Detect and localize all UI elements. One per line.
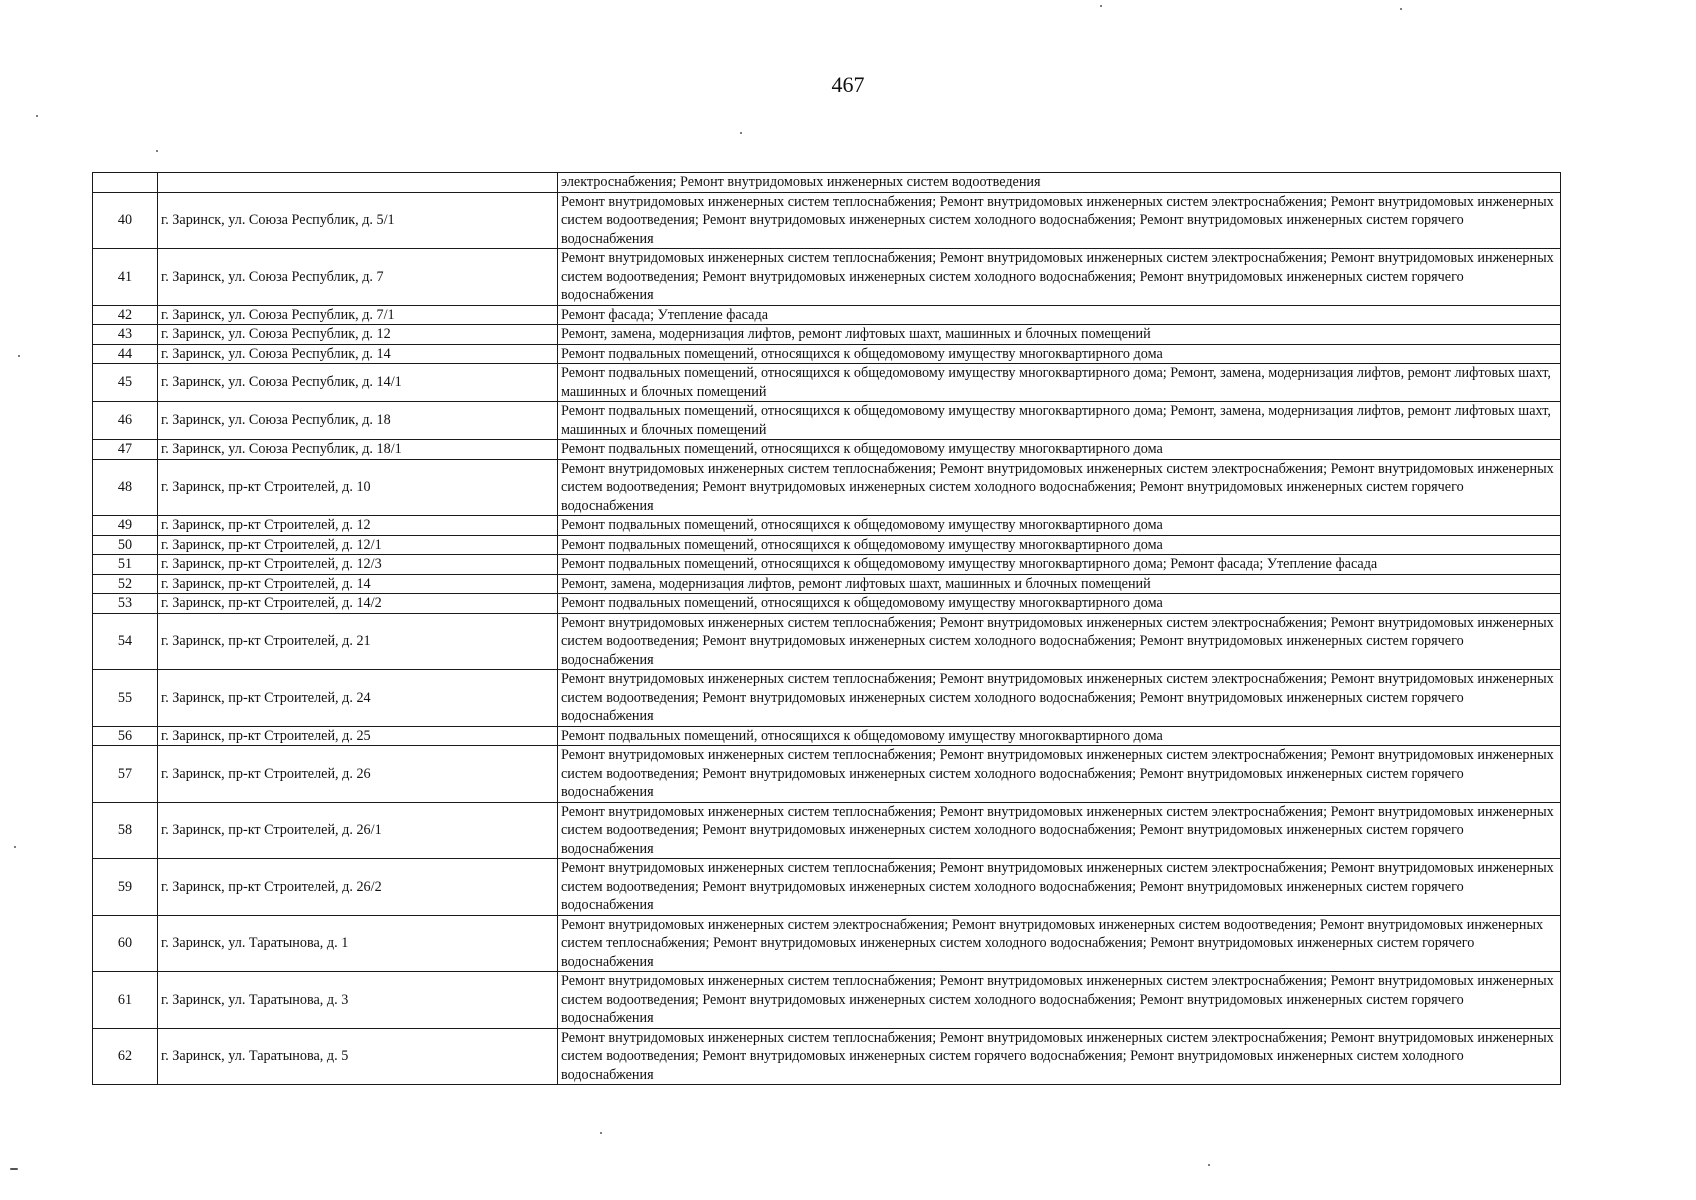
works-cell: Ремонт подвальных помещений, относящихся к общедомовому имуществу многоквартирного дома xyxy=(558,344,1561,364)
row-number-cell: 55 xyxy=(93,670,158,727)
works-cell: Ремонт внутридомовых инженерных систем теплоснабжения; Ремонт внутридомовых инженерных систем электроснабжения; Ремонт внутридомовых инженерных систем водоотведения; Ремонт внутридомовых инженерных систем холодного водоснабжения; Ремонт внутридомовых инженерных систем горячего водоснабжения xyxy=(558,249,1561,306)
row-number-cell: 45 xyxy=(93,364,158,402)
scan-speck xyxy=(156,150,158,152)
address-cell: г. Заринск, ул. Союза Республик, д. 18/1 xyxy=(158,440,558,460)
row-number-cell: 51 xyxy=(93,555,158,575)
table-row xyxy=(93,802,1561,859)
table-row xyxy=(93,574,1561,594)
works-cell: Ремонт фасада; Утепление фасада xyxy=(558,305,1561,325)
works-cell: электроснабжения; Ремонт внутридомовых инженерных систем водоотведения xyxy=(558,173,1561,193)
works-cell: Ремонт внутридомовых инженерных систем теплоснабжения; Ремонт внутридомовых инженерных систем электроснабжения; Ремонт внутридомовых инженерных систем водоотведения; Ремонт внутридомовых инженерных систем холодного водоснабжения; Ремонт внутридомовых инженерных систем горячего водоснабжения xyxy=(558,613,1561,670)
works-cell: Ремонт внутридомовых инженерных систем теплоснабжения; Ремонт внутридомовых инженерных систем электроснабжения; Ремонт внутридомовых инженерных систем водоотведения; Ремонт внутридомовых инженерных систем холодного водоснабжения; Ремонт внутридомовых инженерных систем горячего водоснабжения xyxy=(558,972,1561,1029)
row-number-cell: 48 xyxy=(93,459,158,516)
table-row xyxy=(93,1028,1561,1085)
table-row xyxy=(93,364,1561,402)
row-number-cell: 62 xyxy=(93,1028,158,1085)
works-cell: Ремонт внутридомовых инженерных систем электроснабжения; Ремонт внутридомовых инженерных систем водоотведения; Ремонт внутридомовых инженерных систем теплоснабжения; Ремонт внутридомовых инженерных систем холодного водоснабжения; Ремонт внутридомовых инженерных систем горячего водоснабжения xyxy=(558,915,1561,972)
works-cell: Ремонт внутридомовых инженерных систем теплоснабжения; Ремонт внутридомовых инженерных систем электроснабжения; Ремонт внутридомовых инженерных систем водоотведения; Ремонт внутридомовых инженерных систем холодного водоснабжения; Ремонт внутридомовых инженерных систем горячего водоснабжения xyxy=(558,670,1561,727)
row-number-cell: 43 xyxy=(93,325,158,345)
row-number-cell: 47 xyxy=(93,440,158,460)
scan-speck xyxy=(14,846,16,848)
table-row xyxy=(93,972,1561,1029)
address-cell: г. Заринск, пр-кт Строителей, д. 12/3 xyxy=(158,555,558,575)
works-cell: Ремонт подвальных помещений, относящихся к общедомовому имуществу многоквартирного дома; Ремонт, замена, модернизация лифтов, ремонт лифтовых шахт, машинных и блочных помещений xyxy=(558,364,1561,402)
address-cell: г. Заринск, ул. Союза Республик, д. 12 xyxy=(158,325,558,345)
row-number-cell: 52 xyxy=(93,574,158,594)
row-number-cell: 61 xyxy=(93,972,158,1029)
scan-speck xyxy=(1100,5,1102,7)
table-body xyxy=(93,173,1561,1085)
address-cell: г. Заринск, ул. Союза Республик, д. 14 xyxy=(158,344,558,364)
row-number-cell: 56 xyxy=(93,726,158,746)
address-cell: г. Заринск, ул. Союза Республик, д. 18 xyxy=(158,402,558,440)
address-cell: г. Заринск, ул. Таратынова, д. 5 xyxy=(158,1028,558,1085)
works-cell: Ремонт подвальных помещений, относящихся к общедомовому имуществу многоквартирного дома xyxy=(558,535,1561,555)
works-cell: Ремонт внутридомовых инженерных систем теплоснабжения; Ремонт внутридомовых инженерных систем электроснабжения; Ремонт внутридомовых инженерных систем водоотведения; Ремонт внутридомовых инженерных систем холодного водоснабжения; Ремонт внутридомовых инженерных систем горячего водоснабжения xyxy=(558,746,1561,803)
address-cell: г. Заринск, пр-кт Строителей, д. 21 xyxy=(158,613,558,670)
address-cell: г. Заринск, пр-кт Строителей, д. 14 xyxy=(158,574,558,594)
address-cell: г. Заринск, пр-кт Строителей, д. 24 xyxy=(158,670,558,727)
table-row xyxy=(93,440,1561,460)
table-row xyxy=(93,516,1561,536)
table-row xyxy=(93,613,1561,670)
row-number-cell: 46 xyxy=(93,402,158,440)
address-cell: г. Заринск, ул. Союза Республик, д. 7/1 xyxy=(158,305,558,325)
address-cell: г. Заринск, пр-кт Строителей, д. 26/1 xyxy=(158,802,558,859)
row-number-cell: 42 xyxy=(93,305,158,325)
page-number: 467 xyxy=(831,72,865,97)
row-number-cell: 41 xyxy=(93,249,158,306)
address-cell: г. Заринск, пр-кт Строителей, д. 26 xyxy=(158,746,558,803)
row-number-cell: 60 xyxy=(93,915,158,972)
works-cell: Ремонт, замена, модернизация лифтов, ремонт лифтовых шахт, машинных и блочных помещений xyxy=(558,574,1561,594)
row-number-cell: 54 xyxy=(93,613,158,670)
address-cell: г. Заринск, пр-кт Строителей, д. 26/2 xyxy=(158,859,558,916)
table-row xyxy=(93,859,1561,916)
table-row xyxy=(93,249,1561,306)
address-cell: г. Заринск, ул. Таратынова, д. 1 xyxy=(158,915,558,972)
table-row xyxy=(93,670,1561,727)
repair-works-table xyxy=(92,172,1561,1085)
address-cell: г. Заринск, пр-кт Строителей, д. 10 xyxy=(158,459,558,516)
table-row xyxy=(93,192,1561,249)
row-number-cell: 53 xyxy=(93,594,158,614)
address-cell: г. Заринск, ул. Союза Республик, д. 5/1 xyxy=(158,192,558,249)
address-cell: г. Заринск, пр-кт Строителей, д. 14/2 xyxy=(158,594,558,614)
table-row xyxy=(93,402,1561,440)
scan-speck xyxy=(18,355,20,357)
row-number-cell: 57 xyxy=(93,746,158,803)
works-cell: Ремонт внутридомовых инженерных систем теплоснабжения; Ремонт внутридомовых инженерных систем электроснабжения; Ремонт внутридомовых инженерных систем водоотведения; Ремонт внутридомовых инженерных систем холодного водоснабжения; Ремонт внутридомовых инженерных систем горячего водоснабжения xyxy=(558,802,1561,859)
table-row xyxy=(93,915,1561,972)
works-cell: Ремонт подвальных помещений, относящихся к общедомовому имуществу многоквартирного дома; Ремонт, замена, модернизация лифтов, ремонт лифтовых шахт, машинных и блочных помещений xyxy=(558,402,1561,440)
works-cell: Ремонт подвальных помещений, относящихся к общедомовому имуществу многоквартирного дома xyxy=(558,594,1561,614)
works-cell: Ремонт внутридомовых инженерных систем теплоснабжения; Ремонт внутридомовых инженерных систем электроснабжения; Ремонт внутридомовых инженерных систем водоотведения; Ремонт внутридомовых инженерных систем холодного водоснабжения; Ремонт внутридомовых инженерных систем горячего водоснабжения xyxy=(558,192,1561,249)
works-cell: Ремонт подвальных помещений, относящихся к общедомовому имуществу многоквартирного дома xyxy=(558,516,1561,536)
table-row xyxy=(93,325,1561,345)
scan-speck xyxy=(1400,8,1402,10)
table-row xyxy=(93,535,1561,555)
works-cell: Ремонт внутридомовых инженерных систем теплоснабжения; Ремонт внутридомовых инженерных систем электроснабжения; Ремонт внутридомовых инженерных систем водоотведения; Ремонт внутридомовых инженерных систем холодного водоснабжения; Ремонт внутридомовых инженерных систем горячего водоснабжения xyxy=(558,859,1561,916)
table-row xyxy=(93,459,1561,516)
row-number-cell: 44 xyxy=(93,344,158,364)
table-row xyxy=(93,555,1561,575)
address-cell: г. Заринск, пр-кт Строителей, д. 12/1 xyxy=(158,535,558,555)
table-row xyxy=(93,746,1561,803)
scan-speck xyxy=(600,1132,602,1134)
table-row xyxy=(93,594,1561,614)
table-row xyxy=(93,726,1561,746)
works-cell: Ремонт подвальных помещений, относящихся к общедомовому имуществу многоквартирного дома xyxy=(558,726,1561,746)
address-cell: г. Заринск, пр-кт Строителей, д. 12 xyxy=(158,516,558,536)
row-number-cell: 40 xyxy=(93,192,158,249)
table-row xyxy=(93,305,1561,325)
row-number-cell: 49 xyxy=(93,516,158,536)
address-cell: г. Заринск, пр-кт Строителей, д. 25 xyxy=(158,726,558,746)
scan-speck xyxy=(10,1168,18,1170)
address-cell: г. Заринск, ул. Союза Республик, д. 14/1 xyxy=(158,364,558,402)
scan-speck xyxy=(1208,1164,1210,1166)
address-cell: г. Заринск, ул. Таратынова, д. 3 xyxy=(158,972,558,1029)
scan-speck xyxy=(36,115,38,117)
works-cell: Ремонт подвальных помещений, относящихся к общедомовому имуществу многоквартирного дома xyxy=(558,440,1561,460)
works-cell: Ремонт внутридомовых инженерных систем теплоснабжения; Ремонт внутридомовых инженерных систем электроснабжения; Ремонт внутридомовых инженерных систем водоотведения; Ремонт внутридомовых инженерных систем горячего водоснабжения; Ремонт внутридомовых инженерных систем холодного водоснабжения xyxy=(558,1028,1561,1085)
table-row-continuation xyxy=(93,173,1561,193)
address-cell xyxy=(158,173,558,193)
row-number-cell xyxy=(93,173,158,193)
row-number-cell: 50 xyxy=(93,535,158,555)
row-number-cell: 59 xyxy=(93,859,158,916)
scan-speck xyxy=(740,132,742,134)
row-number-cell: 58 xyxy=(93,802,158,859)
table-row xyxy=(93,344,1561,364)
address-cell: г. Заринск, ул. Союза Республик, д. 7 xyxy=(158,249,558,306)
works-cell: Ремонт внутридомовых инженерных систем теплоснабжения; Ремонт внутридомовых инженерных систем электроснабжения; Ремонт внутридомовых инженерных систем водоотведения; Ремонт внутридомовых инженерных систем холодного водоснабжения; Ремонт внутридомовых инженерных систем горячего водоснабжения xyxy=(558,459,1561,516)
works-cell: Ремонт подвальных помещений, относящихся к общедомовому имуществу многоквартирного дома; Ремонт фасада; Утепление фасада xyxy=(558,555,1561,575)
works-cell: Ремонт, замена, модернизация лифтов, ремонт лифтовых шахт, машинных и блочных помещений xyxy=(558,325,1561,345)
